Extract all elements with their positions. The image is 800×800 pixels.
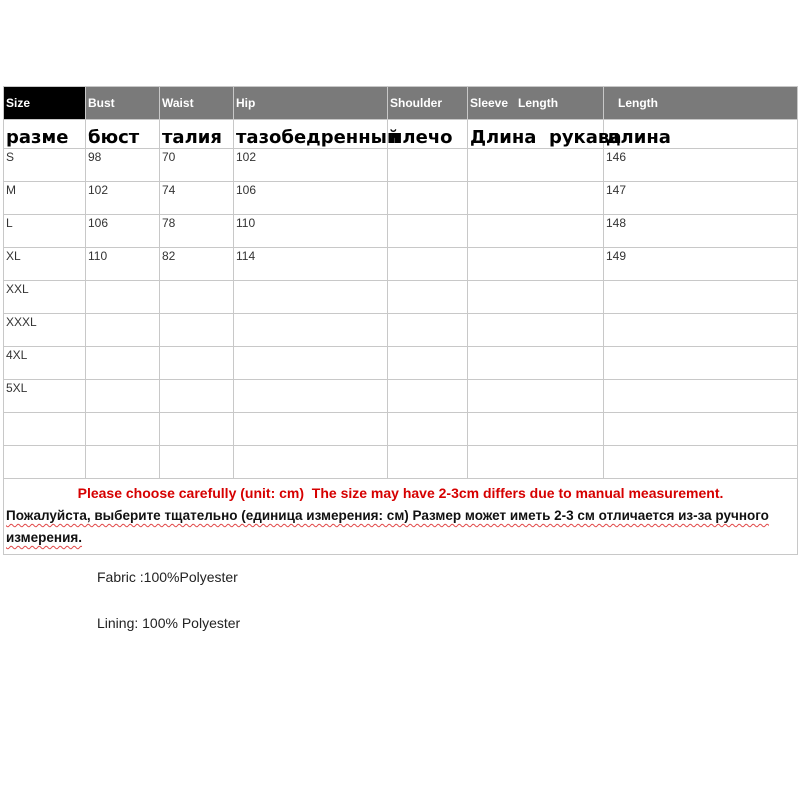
cell-length <box>604 446 798 479</box>
cell-bust: 110 <box>86 248 160 281</box>
cell-waist: 78 <box>160 215 234 248</box>
cell-length: 146 <box>604 149 798 182</box>
table-row <box>4 347 798 380</box>
cell-bust <box>86 347 160 380</box>
cell-bust <box>86 413 160 446</box>
cell-size: XL <box>4 248 86 281</box>
cell-shoulder <box>388 182 468 215</box>
cell-length <box>604 413 798 446</box>
table-row <box>4 314 798 347</box>
cell-hip <box>234 347 388 380</box>
cell-shoulder <box>388 413 468 446</box>
table-row <box>4 248 798 281</box>
cell-sleeve-length <box>468 248 604 281</box>
cell-waist <box>160 413 234 446</box>
russian-header-row <box>4 120 798 149</box>
cell-length <box>604 347 798 380</box>
cell-shoulder <box>388 314 468 347</box>
header-size: Size <box>4 87 86 120</box>
cell-length <box>604 314 798 347</box>
note-cell <box>4 479 798 555</box>
cell-waist <box>160 347 234 380</box>
cell-hip: 102 <box>234 149 388 182</box>
cell-waist: 82 <box>160 248 234 281</box>
cell-shoulder <box>388 215 468 248</box>
cell-shoulder <box>388 446 468 479</box>
table-row <box>4 149 798 182</box>
lining-label: Lining: 100% Polyester <box>97 615 241 631</box>
table-row <box>4 215 798 248</box>
cell-hip: 110 <box>234 215 388 248</box>
cell-length <box>604 281 798 314</box>
cell-hip <box>234 413 388 446</box>
header-ru-length: длина <box>604 120 798 149</box>
cell-sleeve-length <box>468 347 604 380</box>
table-row <box>4 446 798 479</box>
header-waist: Waist <box>160 87 234 120</box>
cell-sleeve-length <box>468 215 604 248</box>
cell-waist: 74 <box>160 182 234 215</box>
cell-bust <box>86 281 160 314</box>
cell-hip <box>234 446 388 479</box>
header-ru-size: разме <box>4 120 86 149</box>
note-row <box>4 479 798 555</box>
header-hip: Hip <box>234 87 388 120</box>
header-shoulder: Shoulder <box>388 87 468 120</box>
cell-sleeve-length <box>468 281 604 314</box>
size-chart-body <box>4 87 798 555</box>
cell-size: 5XL <box>4 380 86 413</box>
cell-sleeve-length <box>468 413 604 446</box>
cell-bust <box>86 380 160 413</box>
header-ru-hip: тазобедренный <box>234 120 388 149</box>
cell-size: XXL <box>4 281 86 314</box>
cell-size: 4XL <box>4 347 86 380</box>
cell-bust: 98 <box>86 149 160 182</box>
cell-shoulder <box>388 380 468 413</box>
cell-shoulder <box>388 281 468 314</box>
cell-size <box>4 446 86 479</box>
header-length: Length <box>604 87 798 120</box>
table-row <box>4 281 798 314</box>
cell-waist: 70 <box>160 149 234 182</box>
cell-size: M <box>4 182 86 215</box>
cell-length: 147 <box>604 182 798 215</box>
note-english: Please choose carefully (unit: cm) The size may have 2-3cm differs due to manual measurement. <box>77 485 724 501</box>
cell-waist <box>160 446 234 479</box>
header-sleeve-length: Sleeve Length <box>468 87 604 120</box>
size-chart-table <box>3 86 798 555</box>
header-ru-bust: бюст <box>86 120 160 149</box>
fabric-label: Fabric :100%Polyester <box>97 569 238 585</box>
cell-sleeve-length <box>468 380 604 413</box>
table-row <box>4 182 798 215</box>
cell-hip <box>234 380 388 413</box>
header-ru-shoulder: плечо <box>388 120 468 149</box>
cell-shoulder <box>388 248 468 281</box>
header-bust: Bust <box>86 87 160 120</box>
note-russian: Пожалуйста, выберите тщательно (единица измерения: см) Размер может иметь 2-3 см отличается из-за ручного измерения. <box>6 508 769 545</box>
cell-shoulder <box>388 347 468 380</box>
header-ru-waist: талия <box>160 120 234 149</box>
cell-waist <box>160 314 234 347</box>
cell-bust: 106 <box>86 215 160 248</box>
cell-waist <box>160 281 234 314</box>
cell-size: L <box>4 215 86 248</box>
cell-bust: 102 <box>86 182 160 215</box>
cell-waist <box>160 380 234 413</box>
cell-length <box>604 380 798 413</box>
cell-hip <box>234 281 388 314</box>
cell-shoulder <box>388 149 468 182</box>
cell-length: 148 <box>604 215 798 248</box>
cell-size: S <box>4 149 86 182</box>
table-row <box>4 380 798 413</box>
cell-bust <box>86 314 160 347</box>
cell-hip: 114 <box>234 248 388 281</box>
english-header-row <box>4 87 798 120</box>
cell-size <box>4 413 86 446</box>
cell-hip: 106 <box>234 182 388 215</box>
cell-sleeve-length <box>468 446 604 479</box>
header-ru-sleeve-length: Длина рукава <box>468 120 604 149</box>
cell-bust <box>86 446 160 479</box>
cell-hip <box>234 314 388 347</box>
cell-size: XXXL <box>4 314 86 347</box>
cell-length: 149 <box>604 248 798 281</box>
cell-sleeve-length <box>468 182 604 215</box>
cell-sleeve-length <box>468 149 604 182</box>
table-row <box>4 413 798 446</box>
cell-sleeve-length <box>468 314 604 347</box>
